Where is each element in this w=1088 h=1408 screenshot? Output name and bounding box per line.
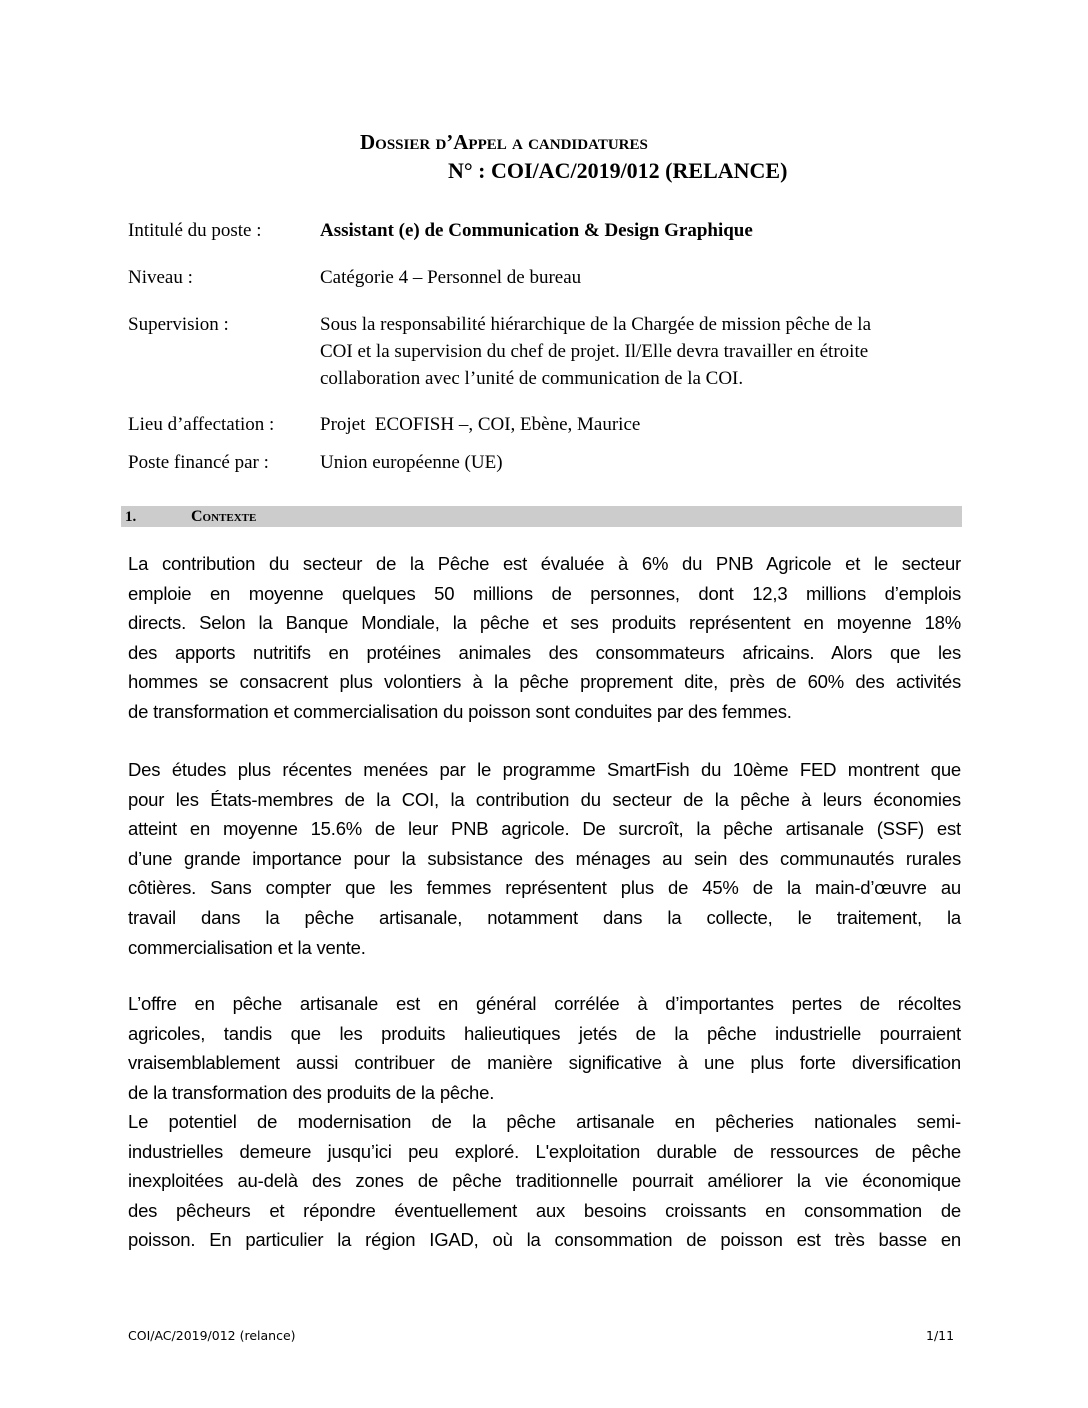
document-title: Dossier d’Appel a candidatures [360,130,648,154]
text-line: de la transformation des produits de la pêche. [128,1081,495,1103]
text-line: pour les États-membres de la COI, la contribution du secteur de la pêche à leurs économies [128,788,961,810]
info-label: Lieu d’affectation : [128,414,275,435]
text-line: inexploitées au-delà des zones de pêche traditionnelle pourrait améliorer la vie économique [128,1170,961,1192]
text-line: côtières. Sans compter que les femmes représentent plus de 45% de la main-d’œuvre au [128,877,961,899]
text-line: travail dans la pêche artisanale, notamment dans la collecte, le traitement, la [128,906,961,928]
section-number: 1. [125,509,137,525]
paragraph-3 [128,989,961,1107]
info-value-location: Projet ECOFISH –, COI, Ebène, Maurice [320,414,641,435]
text-line: directs. Selon la Banque Mondiale, la pêche et ses produits représentent en moyenne 18% [128,612,961,634]
text-line: poisson. En particulier la région IGAD, où la consommation de poisson est très basse en [128,1229,961,1251]
text-line: atteint en moyenne 15.6% de leur PNB agricole. De surcroît, la pêche artisanale (SSF) est [128,818,961,840]
paragraph-2 [128,755,961,962]
section-title: Contexte [191,508,257,525]
text-line: des pêcheurs et répondre éventuellement aux besoins croissants en consommation de [128,1199,961,1221]
text-line: emploie en moyenne quelques 50 millions de personnes, dont 12,3 millions d’emplois [128,582,961,604]
footer-page-number: 1/11 [926,1328,955,1343]
info-label: Niveau : [128,267,193,288]
text-line: Des études plus récentes menées par le programme SmartFish du 10ème FED montrent que [128,759,961,780]
text-line: La contribution du secteur de la Pêche est évaluée à 6% du PNB Agricole et le secteur [128,553,961,574]
text-line: de transformation et commercialisation du poisson sont conduites par des femmes. [128,700,792,722]
text-line: d’une grande importance pour la subsistance des ménages au sein des communautés rurales [128,847,961,869]
info-label: Poste financé par : [128,452,269,473]
footer-reference: COI/AC/2019/012 (relance) [128,1328,296,1343]
text-line: hommes se consacrent plus volontiers à la pêche proprement dite, près de 60% des activités [128,671,961,693]
text-line: agricoles, tandis que les produits halieutiques jetés de la pêche industrielle pourraient [128,1022,961,1044]
info-value-job-title: Assistant (e) de Communication & Design Graphique [320,220,753,241]
info-label: Supervision : [128,314,229,335]
text-line: L’offre en pêche artisanale est en général corrélée à d’importantes pertes de récoltes [128,993,961,1014]
text-line: Le potentiel de modernisation de la pêche artisanale en pêcheries nationales semi- [128,1111,961,1132]
info-value-supervision-line: Sous la responsabilité hiérarchique de la Chargée de mission pêche de la [320,314,871,335]
info-value-supervision-line: COI et la supervision du chef de projet. Il/Elle devra travailler en étroite [320,341,869,362]
paragraph-4 [128,1107,961,1255]
info-value-supervision-line: collaboration avec l’unité de communication de la COI. [320,368,744,389]
paragraph-1 [128,549,961,727]
section-heading-contexte [121,506,962,527]
info-value-level: Catégorie 4 – Personnel de bureau [320,267,582,288]
info-value-funding: Union européenne (UE) [320,452,503,473]
info-label: Intitulé du poste : [128,220,262,241]
text-line: commercialisation et la vente. [128,936,366,958]
text-line: industrielles demeure jusqu’ici peu exploré. L'exploitation durable de ressources de pêche [128,1140,961,1162]
document-reference-number: N° : COI/AC/2019/012 (RELANCE) [448,158,788,183]
text-line: vraisemblablement aussi contribuer de manière significative à une plus forte diversification [128,1052,961,1074]
text-line: des apports nutritifs en protéines animales des consommateurs africains. Alors que les [128,641,961,663]
